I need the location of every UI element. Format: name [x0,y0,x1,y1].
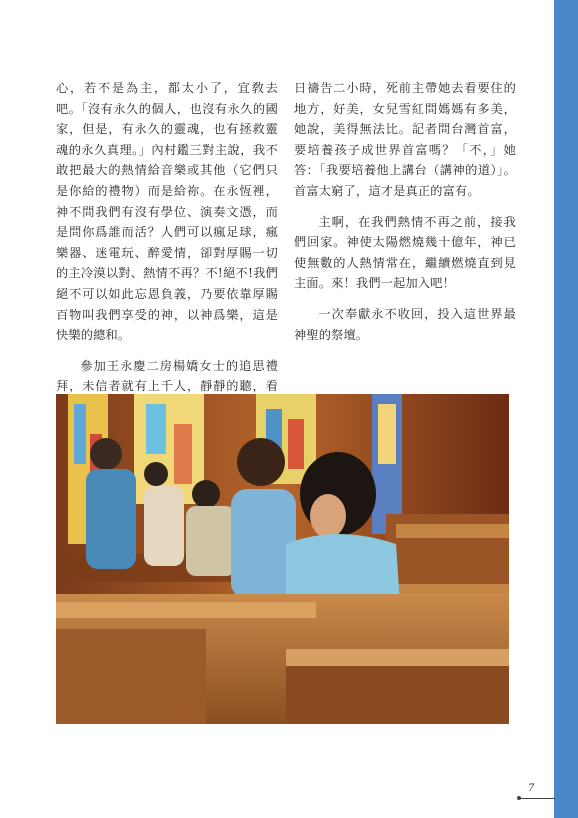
footer-rule [521,798,555,799]
article-column-right [294,78,516,345]
paragraph-right-1: 日禱告二小時，死前主帶她去看要住的地方，好美，女兒雪紅問媽媽有多美，她說，美得無法比。記者問台灣首富，要培養孩子成世界首富嗎？「不，」她答：「我要培養他上講台（講神的道）」。首富太窮了，這才是真正的富有。 [294,81,516,198]
paragraph-left-1: 心，若不是為主，都太小了，宜敎去吧。「沒有永久的個人，也沒有永久的國家，但是，有永久的靈魂，也有拯救靈魂的永久真理。」內村鑑三對主說，我不敢把最大的熱情給音樂或其他（它們只是你給的禮物）而是給祢。在永恆裡，神不問我們有沒有學位、演奏文憑，而是問你爲誰而活？人們可以瘋足球，瘋樂器、迷電玩、醉愛情，卻對厚賜一切的主冷漠以對、熱情不再？不!絕不!我們絕不可以如此忘恩負義，乃要依靠厚賜百物叫我們享受的神，以神爲樂，這是快樂的總和。 [56,81,278,343]
page-edge-color-bar [554,0,578,818]
page-number: 7 [528,783,535,794]
paragraph-left-2: 參加王永慶二房楊嬌女士的追思禮拜，未信者就有上千人，靜靜的聽，看 [56,358,278,394]
paragraph-right-2: 主啊，在我們熱情不再之前，接我們回家。神使太陽燃燒幾十億年，神已使無數的人熱情常在，繼續燃燒直到見主面。來！我們一起加入吧！ [294,214,516,291]
paragraph-right-3: 一次奉獻永不收回，投入這世界最神聖的祭壇。 [294,306,516,342]
church-prayer-photo [56,394,509,724]
article-column-left [56,78,278,438]
